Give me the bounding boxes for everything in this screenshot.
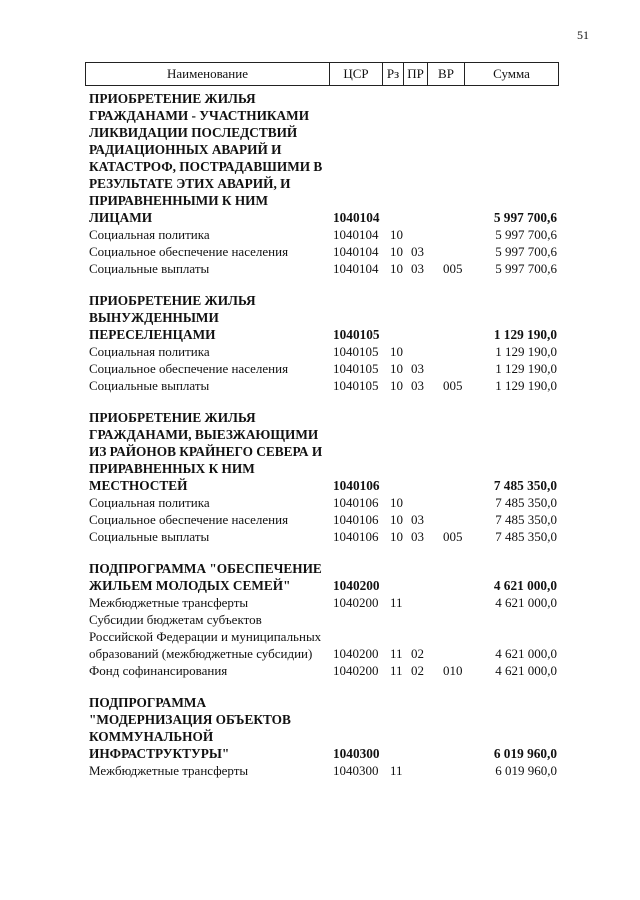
row-codes [0, 326, 640, 343]
table-row [0, 511, 640, 528]
row-codes [0, 243, 640, 260]
header-vr: ВР [428, 63, 465, 85]
page-number: 51 [577, 28, 589, 42]
row-csr: 1040300 [333, 746, 380, 761]
row-sum: 1 129 190,0 [495, 361, 557, 376]
row-vr: 005 [443, 261, 463, 276]
row-csr: 1040104 [333, 227, 379, 242]
row-pr: 03 [411, 529, 424, 544]
table-row [0, 494, 640, 511]
table-row [0, 292, 640, 343]
table-row [0, 260, 640, 277]
row-name: ПРИОБРЕТЕНИЕ ЖИЛЬЯ ГРАЖДАНАМИ, ВЫЕЗЖАЮЩИМИ ИЗ РАЙОНОВ КРАЙНЕГО СЕВЕРА И ПРИРАВНЕННЫХ К НИМ МЕСТНОСТЕЙ [89, 410, 323, 493]
row-csr: 1040105 [333, 378, 379, 393]
row-name: Межбюджетные трансферты [89, 595, 249, 610]
row-name: Социальные выплаты [89, 261, 210, 276]
table-row [0, 90, 640, 226]
row-sum: 5 997 700,6 [495, 261, 557, 276]
table-row [0, 243, 640, 260]
row-csr: 1040200 [333, 578, 380, 593]
table-row [0, 528, 640, 545]
row-name: Социальные выплаты [89, 529, 210, 544]
row-csr: 1040106 [333, 478, 380, 493]
row-csr: 1040200 [333, 595, 379, 610]
row-csr: 1040106 [333, 495, 379, 510]
row-rz: 10 [390, 261, 403, 276]
row-rz: 10 [390, 529, 403, 544]
table-header [85, 62, 559, 86]
row-sum: 1 129 190,0 [495, 378, 557, 393]
row-pr: 03 [411, 512, 424, 527]
row-name: ПОДПРОГРАММА "МОДЕРНИЗАЦИЯ ОБЪЕКТОВ КОММУНАЛЬНОЙ ИНФРАСТРУКТУРЫ" [89, 695, 291, 761]
header-name: Наименование [86, 63, 330, 85]
header-rz: Рз [383, 63, 404, 85]
row-name: Социальное обеспечение населения [89, 512, 289, 527]
row-csr: 1040300 [333, 763, 379, 778]
row-pr: 03 [411, 361, 424, 376]
row-rz: 10 [390, 344, 403, 359]
row-codes [0, 494, 640, 511]
row-rz: 10 [390, 378, 403, 393]
row-pr: 03 [411, 378, 424, 393]
row-rz: 10 [390, 361, 403, 376]
row-name: Социальная политика [89, 344, 210, 359]
row-name: ПРИОБРЕТЕНИЕ ЖИЛЬЯ ВЫНУЖДЕННЫМИ ПЕРЕСЕЛЕНЦАМИ [89, 293, 256, 342]
row-rz: 11 [390, 595, 403, 610]
row-codes [0, 209, 640, 226]
row-codes [0, 594, 640, 611]
row-codes [0, 745, 640, 762]
table-row [0, 226, 640, 243]
row-name: Фонд софинансирования [89, 663, 228, 678]
row-rz: 10 [390, 244, 403, 259]
header-sum: Сумма [493, 66, 530, 81]
row-pr: 02 [411, 646, 424, 661]
row-sum: 7 485 350,0 [495, 495, 557, 510]
table-row [0, 560, 640, 594]
table-row [0, 377, 640, 394]
row-vr: 005 [443, 378, 463, 393]
row-rz: 10 [390, 227, 403, 242]
table-row [0, 594, 640, 611]
row-codes [0, 577, 640, 594]
row-name: ПОДПРОГРАММА "ОБЕСПЕЧЕНИЕ ЖИЛЬЕМ МОЛОДЫХ СЕМЕЙ" [89, 561, 322, 593]
table-row [0, 662, 640, 679]
row-codes [0, 260, 640, 277]
table-row [0, 762, 640, 779]
row-codes [0, 377, 640, 394]
row-name: Социальные выплаты [89, 378, 210, 393]
row-csr: 1040106 [333, 529, 379, 544]
row-vr: 010 [443, 663, 463, 678]
row-sum: 4 621 000,0 [495, 663, 557, 678]
row-csr: 1040104 [333, 210, 380, 225]
row-sum: 4 621 000,0 [495, 595, 557, 610]
row-codes [0, 528, 640, 545]
row-csr: 1040200 [333, 646, 379, 661]
row-sum: 7 485 350,0 [495, 512, 557, 527]
row-pr: 03 [411, 244, 424, 259]
row-csr: 1040104 [333, 261, 379, 276]
header-pr: ПР [404, 63, 428, 85]
row-codes [0, 360, 640, 377]
table-row [0, 360, 640, 377]
row-name: Социальное обеспечение населения [89, 361, 289, 376]
row-rz: 10 [390, 512, 403, 527]
row-codes [0, 662, 640, 679]
row-pr: 03 [411, 261, 424, 276]
row-codes [0, 226, 640, 243]
row-name: Социальная политика [89, 227, 210, 242]
header-csr: ЦСР [330, 63, 383, 85]
row-sum: 4 621 000,0 [493, 578, 557, 593]
table-row [0, 611, 640, 662]
table-row [0, 694, 640, 762]
row-name: Межбюджетные трансферты [89, 763, 249, 778]
row-csr: 1040105 [333, 361, 379, 376]
row-codes [0, 477, 640, 494]
row-csr: 1040105 [333, 344, 379, 359]
row-sum: 4 621 000,0 [495, 646, 557, 661]
row-sum: 6 019 960,0 [493, 746, 557, 761]
row-sum: 5 997 700,6 [493, 210, 557, 225]
row-rz: 11 [390, 646, 403, 661]
row-codes [0, 511, 640, 528]
row-name: Социальное обеспечение населения [89, 244, 289, 259]
row-csr: 1040200 [333, 663, 379, 678]
table-body [0, 90, 640, 779]
row-pr: 02 [411, 663, 424, 678]
row-sum: 7 485 350,0 [493, 478, 557, 493]
row-csr: 1040105 [333, 327, 380, 342]
row-name: ПРИОБРЕТЕНИЕ ЖИЛЬЯ ГРАЖДАНАМИ - УЧАСТНИКАМИ ЛИКВИДАЦИИ ПОСЛЕДСТВИЙ РАДИАЦИОННЫХ АВАРИЙ И КАТАСТРОФ, ПОСТРАДАВШИМИ В РЕЗУЛЬТАТЕ ЭТИХ АВАРИЙ, И ПРИРАВНЕННЫМИ К НИМ ЛИЦАМИ [89, 91, 323, 225]
row-sum: 5 997 700,6 [495, 244, 557, 259]
row-sum: 1 129 190,0 [493, 327, 557, 342]
row-csr: 1040104 [333, 244, 379, 259]
row-name: Субсидии бюджетам субъектов Российской Федерации и муниципальных образований (межбюджетные субсидии) [89, 612, 322, 661]
row-sum: 1 129 190,0 [495, 344, 557, 359]
row-rz: 10 [390, 495, 403, 510]
row-codes [0, 762, 640, 779]
row-vr: 005 [443, 529, 463, 544]
row-rz: 11 [390, 663, 403, 678]
row-rz: 11 [390, 763, 403, 778]
row-sum: 6 019 960,0 [495, 763, 557, 778]
row-csr: 1040106 [333, 512, 379, 527]
row-name: Социальная политика [89, 495, 210, 510]
row-codes [0, 645, 640, 662]
table-row [0, 409, 640, 494]
row-codes [0, 343, 640, 360]
row-sum: 5 997 700,6 [495, 227, 557, 242]
table-row [0, 343, 640, 360]
row-sum: 7 485 350,0 [495, 529, 557, 544]
